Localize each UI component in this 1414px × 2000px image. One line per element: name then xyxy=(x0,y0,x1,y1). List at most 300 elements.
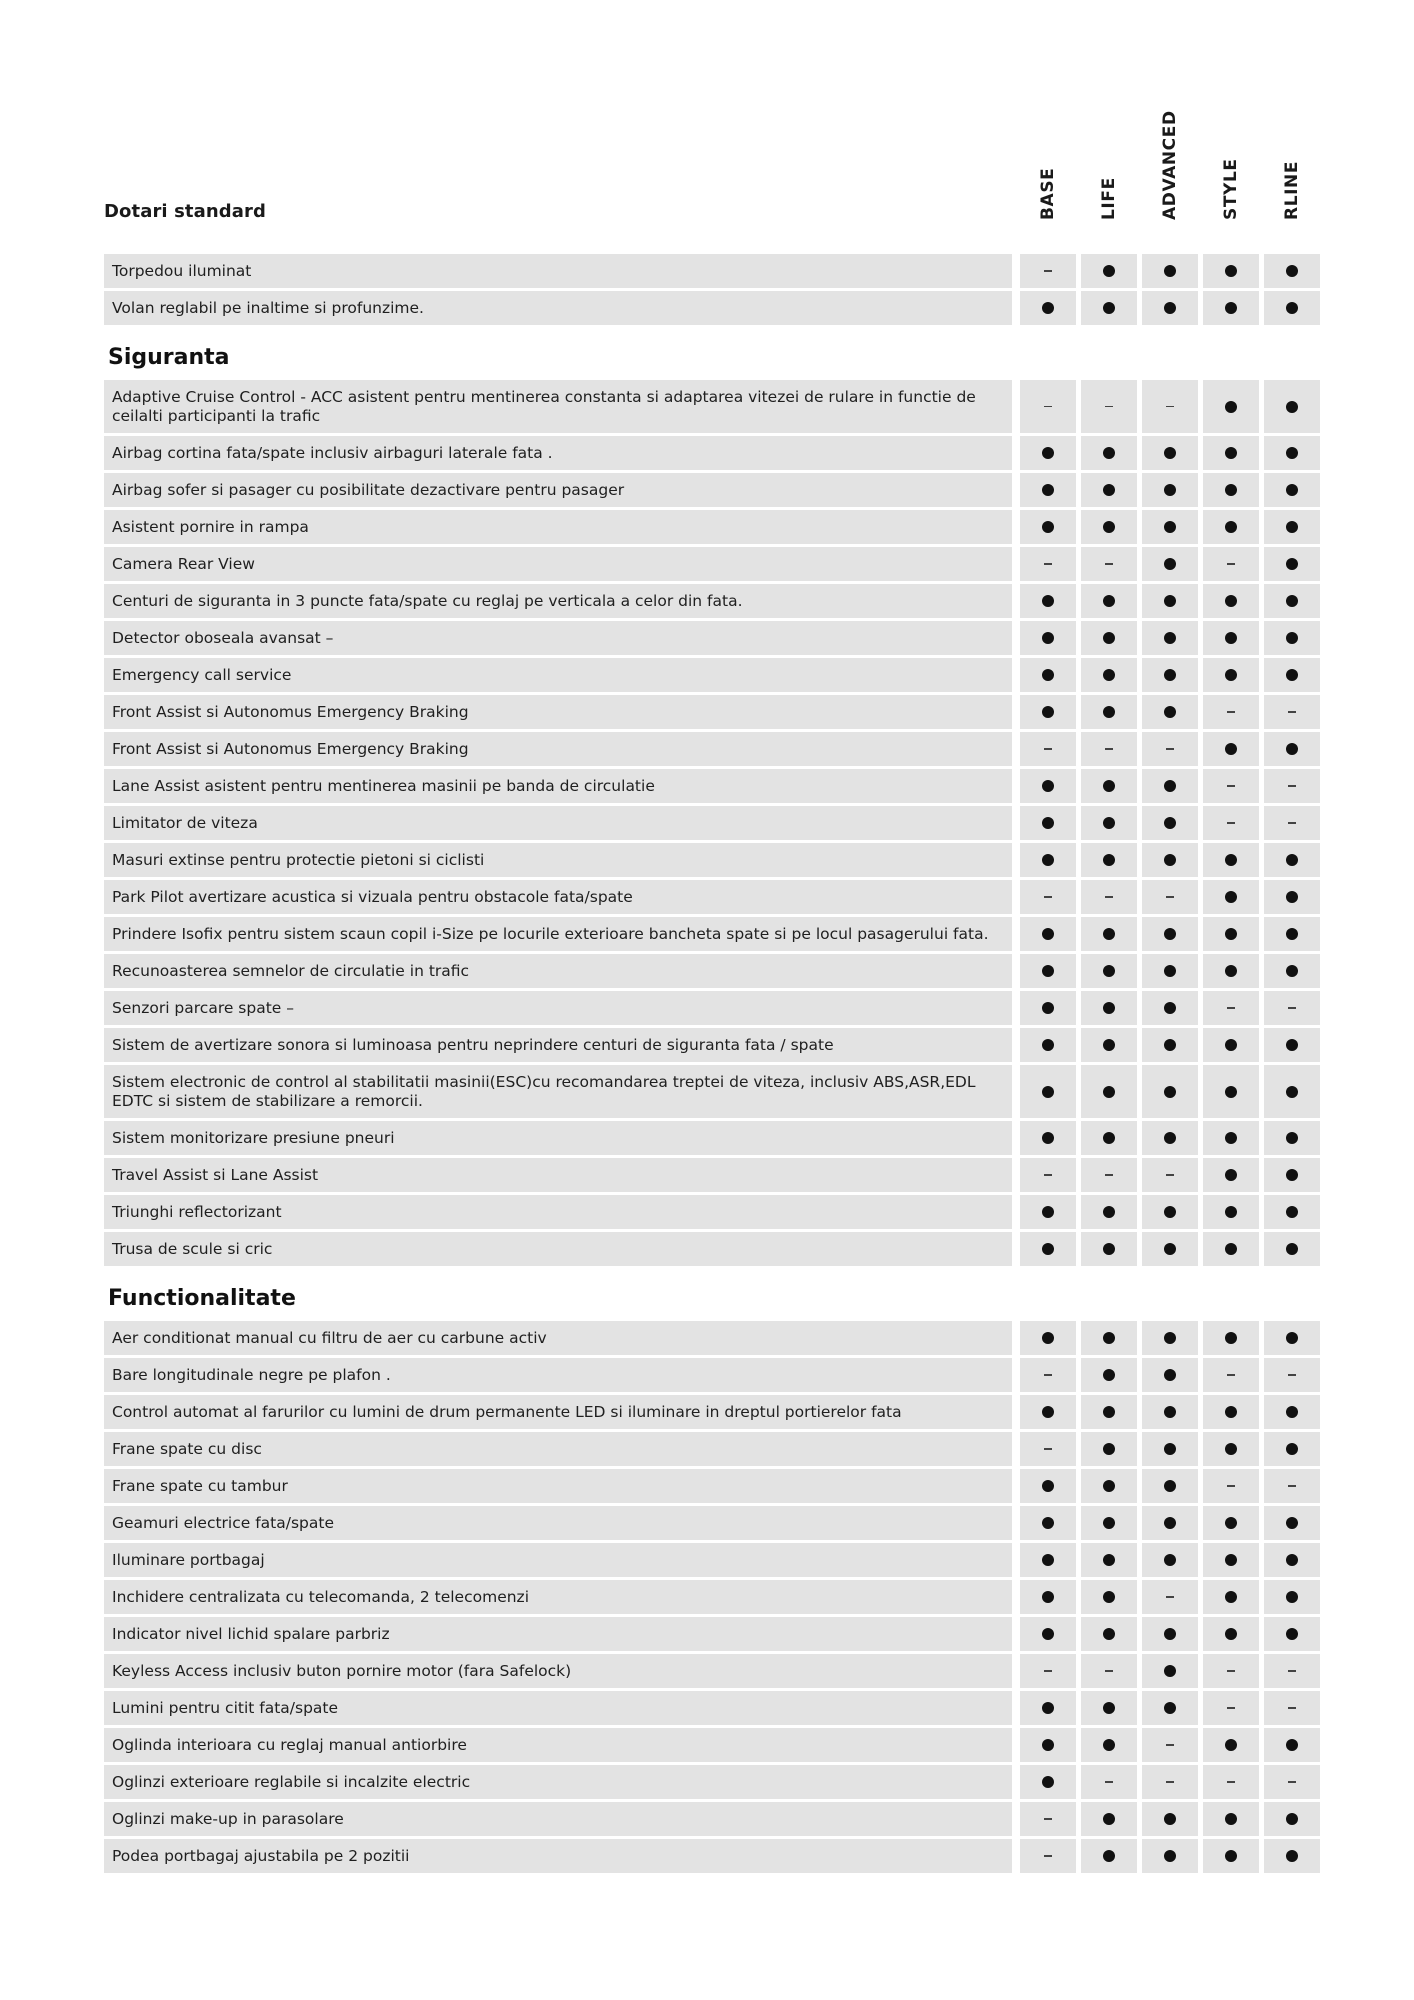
standard-dot-icon xyxy=(1225,1628,1237,1640)
cell-advanced xyxy=(1142,843,1198,877)
feature-label: Sistem de avertizare sonora si luminoasa pentru neprindere centuri de siguranta fata / spate xyxy=(104,1028,1012,1062)
standard-dot-icon xyxy=(1103,521,1115,533)
standard-dot-icon xyxy=(1286,1591,1298,1603)
cell-style xyxy=(1203,1802,1259,1836)
cell-base xyxy=(1020,1358,1076,1392)
standard-dot-icon xyxy=(1164,1517,1176,1529)
cell-rline xyxy=(1264,806,1320,840)
trim-cells xyxy=(1020,1839,1325,1873)
cell-advanced xyxy=(1142,658,1198,692)
cell-advanced xyxy=(1142,769,1198,803)
trim-cells xyxy=(1020,1802,1325,1836)
table-row xyxy=(104,769,1320,803)
standard-dot-icon xyxy=(1042,521,1054,533)
cell-style xyxy=(1203,806,1259,840)
feature-label: Oglinzi exterioare reglabile si incalzite electric xyxy=(104,1765,1012,1799)
cell-style xyxy=(1203,1543,1259,1577)
cell-advanced xyxy=(1142,1195,1198,1229)
cell-base xyxy=(1020,1654,1076,1688)
standard-dot-icon xyxy=(1042,484,1054,496)
cell-rline xyxy=(1264,1765,1320,1799)
standard-dot-icon xyxy=(1225,1039,1237,1051)
standard-dot-icon xyxy=(1103,1132,1115,1144)
trim-cells xyxy=(1020,1432,1325,1466)
table-row xyxy=(104,991,1320,1025)
not-available-dash-icon xyxy=(1044,1818,1052,1819)
standard-dot-icon xyxy=(1103,1443,1115,1455)
not-available-dash-icon xyxy=(1044,1174,1052,1175)
cell-base xyxy=(1020,917,1076,951)
cell-advanced xyxy=(1142,1543,1198,1577)
table-row xyxy=(104,1580,1320,1614)
standard-dot-icon xyxy=(1164,1480,1176,1492)
standard-dot-icon xyxy=(1103,484,1115,496)
table-row xyxy=(104,380,1320,433)
table-row xyxy=(104,1158,1320,1192)
standard-dot-icon xyxy=(1225,1591,1237,1603)
cell-life xyxy=(1081,732,1137,766)
feature-label: Frane spate cu disc xyxy=(104,1432,1012,1466)
cell-rline xyxy=(1264,732,1320,766)
cell-base xyxy=(1020,1232,1076,1266)
column-header-base: BASE xyxy=(1038,167,1058,220)
standard-dot-icon xyxy=(1164,1206,1176,1218)
standard-dot-icon xyxy=(1042,1039,1054,1051)
standard-dot-icon xyxy=(1164,817,1176,829)
cell-base xyxy=(1020,991,1076,1025)
cell-life xyxy=(1081,1765,1137,1799)
standard-dot-icon xyxy=(1042,1086,1054,1098)
trim-cells xyxy=(1020,1158,1325,1192)
standard-dot-icon xyxy=(1103,780,1115,792)
cell-base xyxy=(1020,621,1076,655)
cell-advanced xyxy=(1142,621,1198,655)
standard-dot-icon xyxy=(1103,632,1115,644)
standard-dot-icon xyxy=(1225,928,1237,940)
standard-dot-icon xyxy=(1225,1206,1237,1218)
standard-dot-icon xyxy=(1164,669,1176,681)
cell-advanced xyxy=(1142,1432,1198,1466)
cell-style xyxy=(1203,658,1259,692)
not-available-dash-icon xyxy=(1105,896,1113,897)
trim-cells xyxy=(1020,1728,1325,1762)
standard-dot-icon xyxy=(1286,854,1298,866)
trim-cells xyxy=(1020,436,1325,470)
table-row xyxy=(104,473,1320,507)
cell-style xyxy=(1203,1065,1259,1118)
cell-life xyxy=(1081,806,1137,840)
cell-style xyxy=(1203,695,1259,729)
cell-life xyxy=(1081,1158,1137,1192)
cell-rline xyxy=(1264,584,1320,618)
trim-cells xyxy=(1020,843,1325,877)
cell-life xyxy=(1081,843,1137,877)
standard-dot-icon xyxy=(1042,1332,1054,1344)
standard-dot-icon xyxy=(1164,1132,1176,1144)
standard-dot-icon xyxy=(1286,1132,1298,1144)
standard-dot-icon xyxy=(1103,706,1115,718)
standard-dot-icon xyxy=(1225,854,1237,866)
cell-life xyxy=(1081,1802,1137,1836)
cell-base xyxy=(1020,510,1076,544)
feature-label: Airbag cortina fata/spate inclusiv airbaguri laterale fata . xyxy=(104,436,1012,470)
standard-dot-icon xyxy=(1225,891,1237,903)
table-row xyxy=(104,1195,1320,1229)
cell-advanced xyxy=(1142,1028,1198,1062)
feature-label: Park Pilot avertizare acustica si vizuala pentru obstacole fata/spate xyxy=(104,880,1012,914)
feature-label: Podea portbagaj ajustabila pe 2 pozitii xyxy=(104,1839,1012,1873)
not-available-dash-icon xyxy=(1288,1707,1296,1708)
not-available-dash-icon xyxy=(1227,1781,1235,1782)
standard-dot-icon xyxy=(1164,558,1176,570)
trim-cells xyxy=(1020,1121,1325,1155)
trim-cells xyxy=(1020,1195,1325,1229)
spec-sheet xyxy=(104,0,1320,1876)
standard-dot-icon xyxy=(1286,1243,1298,1255)
cell-base xyxy=(1020,1617,1076,1651)
standard-dot-icon xyxy=(1225,632,1237,644)
cell-life xyxy=(1081,473,1137,507)
cell-style xyxy=(1203,254,1259,288)
cell-style xyxy=(1203,1728,1259,1762)
standard-dot-icon xyxy=(1225,1406,1237,1418)
feature-label: Adaptive Cruise Control - ACC asistent pentru mentinerea constanta si adaptarea vitezei de rulare in functie de ceilalti participanti la trafic xyxy=(104,380,1012,433)
table-row xyxy=(104,621,1320,655)
trim-cells xyxy=(1020,1065,1325,1118)
feature-label: Indicator nivel lichid spalare parbriz xyxy=(104,1617,1012,1651)
feature-label: Torpedou iluminat xyxy=(104,254,1012,288)
standard-dot-icon xyxy=(1042,1406,1054,1418)
standard-dot-icon xyxy=(1225,1169,1237,1181)
cell-base xyxy=(1020,291,1076,325)
not-available-dash-icon xyxy=(1227,785,1235,786)
standard-dot-icon xyxy=(1164,484,1176,496)
table-row xyxy=(104,1065,1320,1118)
not-available-dash-icon xyxy=(1288,1670,1296,1671)
cell-base xyxy=(1020,1395,1076,1429)
table-row xyxy=(104,1321,1320,1355)
cell-advanced xyxy=(1142,1469,1198,1503)
feature-label: Emergency call service xyxy=(104,658,1012,692)
cell-advanced xyxy=(1142,1121,1198,1155)
feature-label: Recunoasterea semnelor de circulatie in trafic xyxy=(104,954,1012,988)
cell-style xyxy=(1203,1028,1259,1062)
standard-dot-icon xyxy=(1103,928,1115,940)
cell-life xyxy=(1081,380,1137,433)
standard-dot-icon xyxy=(1103,854,1115,866)
standard-dot-icon xyxy=(1286,1169,1298,1181)
cell-base xyxy=(1020,1065,1076,1118)
cell-advanced xyxy=(1142,1065,1198,1118)
cell-style xyxy=(1203,1469,1259,1503)
feature-label: Masuri extinse pentru protectie pietoni si ciclisti xyxy=(104,843,1012,877)
cell-style xyxy=(1203,1395,1259,1429)
standard-dot-icon xyxy=(1103,1702,1115,1714)
cell-style xyxy=(1203,1580,1259,1614)
table-row xyxy=(104,1765,1320,1799)
cell-style xyxy=(1203,510,1259,544)
table-row xyxy=(104,436,1320,470)
feature-label: Geamuri electrice fata/spate xyxy=(104,1506,1012,1540)
standard-dot-icon xyxy=(1042,965,1054,977)
cell-advanced xyxy=(1142,584,1198,618)
feature-label: Lumini pentru citit fata/spate xyxy=(104,1691,1012,1725)
standard-dot-icon xyxy=(1042,1206,1054,1218)
standard-dot-icon xyxy=(1042,669,1054,681)
table-row xyxy=(104,1469,1320,1503)
standard-dot-icon xyxy=(1164,521,1176,533)
cell-base xyxy=(1020,1195,1076,1229)
feature-label: Inchidere centralizata cu telecomanda, 2 telecomenzi xyxy=(104,1580,1012,1614)
feature-label: Aer conditionat manual cu filtru de aer cu carbune activ xyxy=(104,1321,1012,1355)
standard-dot-icon xyxy=(1164,706,1176,718)
cell-style xyxy=(1203,843,1259,877)
not-available-dash-icon xyxy=(1288,1007,1296,1008)
table-row xyxy=(104,547,1320,581)
trim-cells xyxy=(1020,732,1325,766)
not-available-dash-icon xyxy=(1166,406,1174,407)
trim-cells xyxy=(1020,254,1325,288)
cell-rline xyxy=(1264,254,1320,288)
page-title: Dotari standard xyxy=(104,201,266,222)
cell-life xyxy=(1081,510,1137,544)
cell-base xyxy=(1020,1321,1076,1355)
table-row xyxy=(104,695,1320,729)
table-row xyxy=(104,1028,1320,1062)
table-row xyxy=(104,917,1320,951)
cell-advanced xyxy=(1142,1321,1198,1355)
cell-rline xyxy=(1264,1654,1320,1688)
trim-cells xyxy=(1020,510,1325,544)
section-title: Functionalitate xyxy=(108,1286,296,1311)
cell-life xyxy=(1081,1617,1137,1651)
column-header-style: STYLE xyxy=(1221,158,1241,220)
not-available-dash-icon xyxy=(1105,1670,1113,1671)
table-row xyxy=(104,1839,1320,1873)
cell-life xyxy=(1081,695,1137,729)
standard-dot-icon xyxy=(1225,265,1237,277)
cell-base xyxy=(1020,806,1076,840)
not-available-dash-icon xyxy=(1044,1448,1052,1449)
standard-dot-icon xyxy=(1103,1086,1115,1098)
feature-label: Limitator de viteza xyxy=(104,806,1012,840)
not-available-dash-icon xyxy=(1044,748,1052,749)
table-header xyxy=(104,0,1320,254)
cell-rline xyxy=(1264,1028,1320,1062)
cell-base xyxy=(1020,1432,1076,1466)
column-header-advanced: ADVANCED xyxy=(1160,110,1180,220)
cell-base xyxy=(1020,1028,1076,1062)
not-available-dash-icon xyxy=(1227,1707,1235,1708)
cell-life xyxy=(1081,1065,1137,1118)
not-available-dash-icon xyxy=(1166,1174,1174,1175)
cell-advanced xyxy=(1142,547,1198,581)
cell-rline xyxy=(1264,991,1320,1025)
standard-dot-icon xyxy=(1225,1243,1237,1255)
cell-advanced xyxy=(1142,991,1198,1025)
feature-label: Oglinzi make-up in parasolare xyxy=(104,1802,1012,1836)
standard-dot-icon xyxy=(1042,1554,1054,1566)
cell-style xyxy=(1203,769,1259,803)
cell-advanced xyxy=(1142,254,1198,288)
cell-rline xyxy=(1264,1543,1320,1577)
cell-rline xyxy=(1264,1432,1320,1466)
standard-dot-icon xyxy=(1042,780,1054,792)
feature-label: Airbag sofer si pasager cu posibilitate dezactivare pentru pasager xyxy=(104,473,1012,507)
trim-cells xyxy=(1020,1028,1325,1062)
standard-dot-icon xyxy=(1042,928,1054,940)
table-row xyxy=(104,1802,1320,1836)
not-available-dash-icon xyxy=(1227,1374,1235,1375)
not-available-dash-icon xyxy=(1105,563,1113,564)
standard-dot-icon xyxy=(1042,854,1054,866)
not-available-dash-icon xyxy=(1288,822,1296,823)
cell-base xyxy=(1020,769,1076,803)
cell-advanced xyxy=(1142,732,1198,766)
cell-advanced xyxy=(1142,380,1198,433)
cell-advanced xyxy=(1142,1580,1198,1614)
trim-cells xyxy=(1020,1395,1325,1429)
standard-dot-icon xyxy=(1225,1813,1237,1825)
cell-life xyxy=(1081,991,1137,1025)
standard-dot-icon xyxy=(1103,1554,1115,1566)
cell-advanced xyxy=(1142,291,1198,325)
cell-base xyxy=(1020,658,1076,692)
table-row xyxy=(104,291,1320,325)
cell-advanced xyxy=(1142,1395,1198,1429)
cell-rline xyxy=(1264,380,1320,433)
cell-base xyxy=(1020,1691,1076,1725)
standard-dot-icon xyxy=(1164,1443,1176,1455)
cell-life xyxy=(1081,1395,1137,1429)
cell-rline xyxy=(1264,1321,1320,1355)
not-available-dash-icon xyxy=(1044,1855,1052,1856)
trim-cells xyxy=(1020,1617,1325,1651)
cell-life xyxy=(1081,436,1137,470)
feature-label: Travel Assist si Lane Assist xyxy=(104,1158,1012,1192)
table-row xyxy=(104,1506,1320,1540)
standard-dot-icon xyxy=(1286,1739,1298,1751)
feature-label: Control automat al farurilor cu lumini de drum permanente LED si iluminare in dreptul portierelor fata xyxy=(104,1395,1012,1429)
standard-dot-icon xyxy=(1286,484,1298,496)
cell-style xyxy=(1203,917,1259,951)
standard-dot-icon xyxy=(1103,1369,1115,1381)
table-row xyxy=(104,1617,1320,1651)
table-row xyxy=(104,1432,1320,1466)
not-available-dash-icon xyxy=(1044,270,1052,271)
column-header-rline: RLINE xyxy=(1282,160,1302,220)
standard-dot-icon xyxy=(1286,595,1298,607)
standard-dot-icon xyxy=(1103,1480,1115,1492)
feature-label: Asistent pornire in rampa xyxy=(104,510,1012,544)
trim-cells xyxy=(1020,880,1325,914)
standard-dot-icon xyxy=(1164,965,1176,977)
standard-dot-icon xyxy=(1225,1850,1237,1862)
cell-base xyxy=(1020,1580,1076,1614)
feature-label: Trusa de scule si cric xyxy=(104,1232,1012,1266)
cell-life xyxy=(1081,1469,1137,1503)
standard-dot-icon xyxy=(1225,1443,1237,1455)
not-available-dash-icon xyxy=(1166,1596,1174,1597)
trim-cells xyxy=(1020,473,1325,507)
cell-style xyxy=(1203,1617,1259,1651)
standard-dot-icon xyxy=(1103,1039,1115,1051)
cell-base xyxy=(1020,732,1076,766)
not-available-dash-icon xyxy=(1288,711,1296,712)
standard-dot-icon xyxy=(1286,447,1298,459)
cell-advanced xyxy=(1142,1358,1198,1392)
standard-dot-icon xyxy=(1225,1554,1237,1566)
feature-label: Prindere Isofix pentru sistem scaun copil i-Size pe locurile exterioare bancheta spate si pe locul pasagerului fata. xyxy=(104,917,1012,951)
cell-life xyxy=(1081,1028,1137,1062)
standard-dot-icon xyxy=(1164,1850,1176,1862)
cell-rline xyxy=(1264,917,1320,951)
cell-base xyxy=(1020,1765,1076,1799)
table-row xyxy=(104,954,1320,988)
cell-life xyxy=(1081,1432,1137,1466)
trim-cells xyxy=(1020,291,1325,325)
cell-rline xyxy=(1264,1195,1320,1229)
cell-rline xyxy=(1264,510,1320,544)
cell-advanced xyxy=(1142,1158,1198,1192)
cell-life xyxy=(1081,880,1137,914)
cell-life xyxy=(1081,621,1137,655)
feature-label: Keyless Access inclusiv buton pornire motor (fara Safelock) xyxy=(104,1654,1012,1688)
trim-cells xyxy=(1020,769,1325,803)
not-available-dash-icon xyxy=(1105,748,1113,749)
cell-base xyxy=(1020,1728,1076,1762)
standard-dot-icon xyxy=(1286,1443,1298,1455)
trim-cells xyxy=(1020,658,1325,692)
cell-style xyxy=(1203,473,1259,507)
standard-dot-icon xyxy=(1225,1132,1237,1144)
cell-rline xyxy=(1264,1728,1320,1762)
standard-dot-icon xyxy=(1286,558,1298,570)
cell-life xyxy=(1081,954,1137,988)
cell-advanced xyxy=(1142,806,1198,840)
table-row xyxy=(104,510,1320,544)
table-row xyxy=(104,658,1320,692)
trim-cells xyxy=(1020,1358,1325,1392)
cell-base xyxy=(1020,1802,1076,1836)
standard-dot-icon xyxy=(1103,817,1115,829)
cell-style xyxy=(1203,1839,1259,1873)
cell-base xyxy=(1020,1506,1076,1540)
cell-rline xyxy=(1264,880,1320,914)
cell-base xyxy=(1020,1543,1076,1577)
cell-rline xyxy=(1264,1839,1320,1873)
standard-dot-icon xyxy=(1042,595,1054,607)
cell-advanced xyxy=(1142,1654,1198,1688)
standard-dot-icon xyxy=(1225,302,1237,314)
feature-label: Sistem electronic de control al stabilitatii masinii(ESC)cu recomandarea treptei de viteza, inclusiv ABS,ASR,EDL EDTC si sistem de stabilizare a remorcii. xyxy=(104,1065,1012,1118)
standard-dot-icon xyxy=(1286,1813,1298,1825)
standard-dot-icon xyxy=(1225,743,1237,755)
table-row xyxy=(104,1654,1320,1688)
standard-dot-icon xyxy=(1042,817,1054,829)
feature-label: Volan reglabil pe inaltime si profunzime. xyxy=(104,291,1012,325)
table-row xyxy=(104,1358,1320,1392)
trim-cells xyxy=(1020,806,1325,840)
standard-dot-icon xyxy=(1042,1132,1054,1144)
feature-label: Sistem monitorizare presiune pneuri xyxy=(104,1121,1012,1155)
standard-dot-icon xyxy=(1286,669,1298,681)
standard-dot-icon xyxy=(1286,521,1298,533)
standard-dot-icon xyxy=(1286,1628,1298,1640)
feature-label: Detector oboseala avansat – xyxy=(104,621,1012,655)
table-row xyxy=(104,254,1320,288)
not-available-dash-icon xyxy=(1166,1744,1174,1745)
